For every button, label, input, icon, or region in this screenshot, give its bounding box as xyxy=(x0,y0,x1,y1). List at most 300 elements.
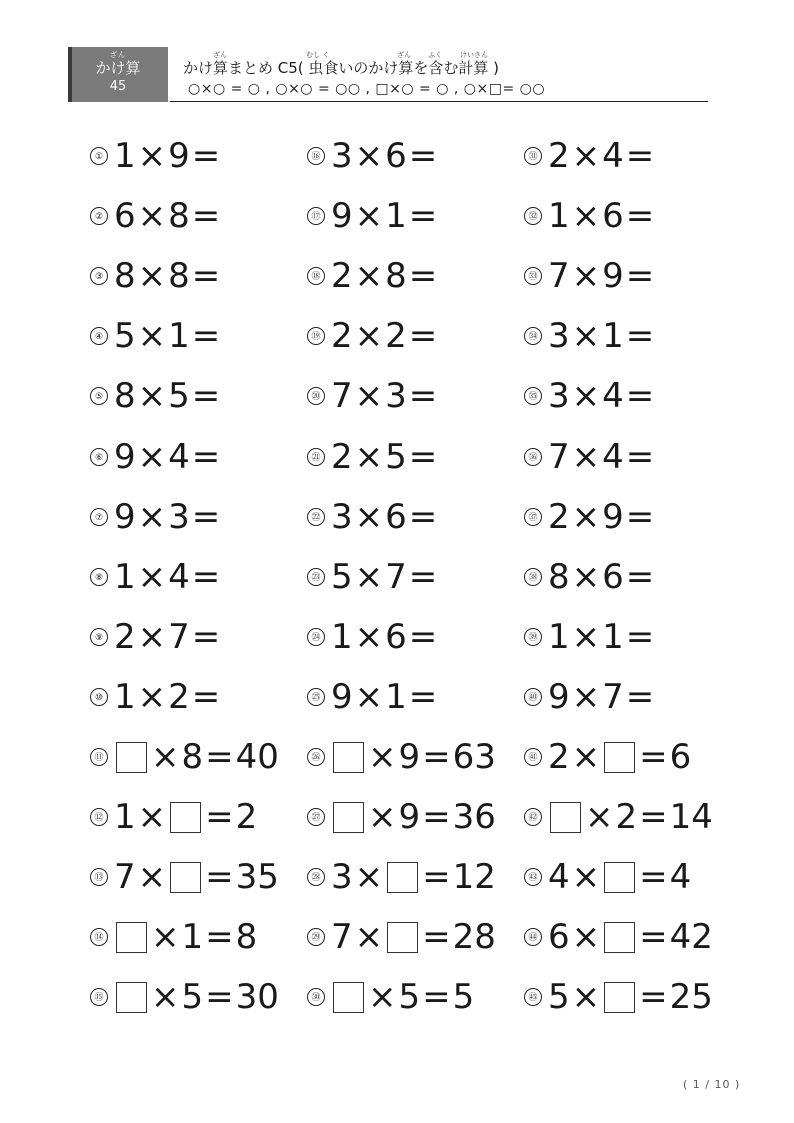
operand-a: 5 xyxy=(548,977,570,1018)
unit-tab-edge xyxy=(68,47,72,102)
equals-sign: = xyxy=(625,256,655,297)
answer-blank-box[interactable] xyxy=(333,742,364,773)
problem-number: ⑨ xyxy=(90,628,108,646)
problem-item xyxy=(90,495,222,539)
problem-number: ㉒ xyxy=(307,508,325,526)
title-ruby: ざん xyxy=(213,51,227,59)
operand-a: 2 xyxy=(331,316,353,357)
problem-item xyxy=(307,194,439,238)
multiply-sign: × xyxy=(137,556,167,597)
equals-sign: = xyxy=(205,797,234,838)
problem-item xyxy=(307,435,439,479)
problem-number: ㉜ xyxy=(524,207,542,225)
operand-a: 8 xyxy=(114,256,136,297)
answer-blank-box[interactable] xyxy=(387,862,418,893)
problem-item xyxy=(307,915,496,959)
multiply-sign: × xyxy=(137,797,167,838)
problem-number: ② xyxy=(90,207,108,225)
multiply-sign: × xyxy=(571,436,601,477)
operand-b: 2 xyxy=(385,316,407,357)
equals-sign: = xyxy=(625,616,655,657)
operand-a: 9 xyxy=(331,676,353,717)
equals-sign: = xyxy=(191,196,221,237)
unit-tab-number: 45 xyxy=(109,79,127,94)
problem-expression xyxy=(548,557,656,597)
multiply-sign: × xyxy=(151,917,180,958)
operand-a: 7 xyxy=(548,256,570,297)
multiply-sign: × xyxy=(137,436,167,477)
multiply-sign: × xyxy=(354,196,384,237)
multiply-sign: × xyxy=(137,857,167,898)
answer-blank-box[interactable] xyxy=(116,982,147,1013)
multiply-sign: × xyxy=(571,136,601,176)
equals-sign: = xyxy=(408,136,438,176)
problem-expression xyxy=(548,797,713,837)
multiply-sign: × xyxy=(354,676,384,717)
result-value: 14 xyxy=(669,797,713,838)
operand-b: 6 xyxy=(602,196,624,237)
problem-expression xyxy=(331,557,439,597)
multiply-sign: × xyxy=(585,797,614,838)
equals-sign: = xyxy=(625,136,655,176)
equals-sign: = xyxy=(408,316,438,357)
problem-number: ① xyxy=(90,147,108,165)
operand-b: 1 xyxy=(385,676,407,717)
equals-sign: = xyxy=(625,376,655,417)
problem-expression xyxy=(548,256,656,296)
problem-number: ④ xyxy=(90,327,108,345)
operand-a: 9 xyxy=(331,196,353,237)
problem-item xyxy=(90,314,222,358)
problem-number: ⑤ xyxy=(90,387,108,405)
problem-expression xyxy=(331,797,496,837)
operand-a: 3 xyxy=(331,136,353,176)
problem-expression xyxy=(331,196,439,236)
problem-number: ㉔ xyxy=(307,628,325,646)
operand-b: 5 xyxy=(398,977,421,1018)
problem-expression xyxy=(331,917,496,957)
problem-item xyxy=(307,795,496,839)
operand-b: 9 xyxy=(602,256,624,297)
title-ruby: むし く xyxy=(306,51,330,59)
equals-sign: = xyxy=(422,737,451,777)
problem-item xyxy=(90,134,222,178)
problem-number: ㊲ xyxy=(524,508,542,526)
multiply-sign: × xyxy=(137,616,167,657)
problem-expression xyxy=(548,316,656,356)
problem-number: ㊵ xyxy=(524,688,542,706)
problem-number: ㊳ xyxy=(524,568,542,586)
operand-a: 8 xyxy=(548,556,570,597)
problem-expression xyxy=(548,737,691,777)
problem-item xyxy=(90,735,279,779)
result-value: 40 xyxy=(235,737,279,777)
problem-number: ⑥ xyxy=(90,448,108,466)
multiply-sign: × xyxy=(354,917,384,958)
result-value: 5 xyxy=(452,977,475,1018)
problem-number: ⑩ xyxy=(90,688,108,706)
problem-expression xyxy=(331,677,439,717)
problem-number: ㉘ xyxy=(307,868,325,886)
multiply-sign: × xyxy=(368,797,397,838)
operand-a: 2 xyxy=(548,737,570,777)
operand-a: 7 xyxy=(331,917,353,958)
problem-expression xyxy=(114,857,279,897)
problem-item xyxy=(90,254,222,298)
multiply-sign: × xyxy=(571,496,601,537)
worksheet-title: かけ算まとめ C5( 虫食いのかけ算を含む計算 ) xyxy=(183,59,500,77)
equals-sign: = xyxy=(191,436,221,477)
multiply-sign: × xyxy=(571,917,601,958)
equals-sign: = xyxy=(639,917,668,958)
equals-sign: = xyxy=(191,496,221,537)
equals-sign: = xyxy=(408,436,438,477)
operand-b: 1 xyxy=(181,917,204,958)
result-value: 35 xyxy=(235,857,279,898)
problem-number: ⑱ xyxy=(307,267,325,285)
operand-b: 3 xyxy=(168,496,190,537)
equals-sign: = xyxy=(422,977,451,1018)
answer-blank-box[interactable] xyxy=(604,922,635,953)
operand-b: 9 xyxy=(398,737,421,777)
answer-blank-box[interactable] xyxy=(604,982,635,1013)
answer-blank-box[interactable] xyxy=(333,802,364,833)
operand-a: 7 xyxy=(548,436,570,477)
operand-b: 5 xyxy=(168,376,190,417)
problem-number: ㉖ xyxy=(307,748,325,766)
problem-number: ㊱ xyxy=(524,448,542,466)
equals-sign: = xyxy=(191,556,221,597)
problem-number: ⑳ xyxy=(307,387,325,405)
problem-number: ⑦ xyxy=(90,508,108,526)
equals-sign: = xyxy=(422,797,451,838)
answer-blank-box[interactable] xyxy=(604,862,635,893)
worksheet-subtitle: ○×○ = ○ , ○×○ = ○○ , □×○ = ○ , ○×□= ○○ xyxy=(188,81,546,97)
multiply-sign: × xyxy=(354,496,384,537)
problem-item xyxy=(90,795,257,839)
problem-number: ㊶ xyxy=(524,748,542,766)
operand-b: 7 xyxy=(602,676,624,717)
problem-item xyxy=(524,374,656,418)
problem-number: ㉙ xyxy=(307,928,325,946)
problem-item xyxy=(524,615,656,659)
operand-a: 9 xyxy=(114,436,136,477)
problem-item xyxy=(524,975,713,1019)
problem-item xyxy=(90,194,222,238)
problem-item xyxy=(90,915,257,959)
multiply-sign: × xyxy=(571,977,601,1018)
operand-a: 6 xyxy=(114,196,136,237)
multiply-sign: × xyxy=(151,977,180,1018)
operand-a: 3 xyxy=(331,857,353,898)
result-value: 12 xyxy=(452,857,496,898)
problem-item xyxy=(524,314,656,358)
problem-number: ⑲ xyxy=(307,327,325,345)
equals-sign: = xyxy=(625,676,655,717)
problem-item xyxy=(90,555,222,599)
multiply-sign: × xyxy=(137,256,167,297)
problem-expression xyxy=(331,857,496,897)
problem-expression xyxy=(114,256,222,296)
equals-sign: = xyxy=(205,977,234,1018)
problem-number: ㉚ xyxy=(307,988,325,1006)
result-value: 8 xyxy=(235,917,258,958)
result-value: 42 xyxy=(669,917,713,958)
operand-b: 1 xyxy=(168,316,190,357)
operand-a: 7 xyxy=(114,857,136,898)
answer-blank-box[interactable] xyxy=(116,742,147,773)
equals-sign: = xyxy=(191,136,221,176)
equals-sign: = xyxy=(191,676,221,717)
problem-number: ⑬ xyxy=(90,868,108,886)
equals-sign: = xyxy=(625,436,655,477)
problem-expression xyxy=(331,316,439,356)
equals-sign: = xyxy=(422,857,451,898)
equals-sign: = xyxy=(625,196,655,237)
equals-sign: = xyxy=(408,256,438,297)
problem-expression xyxy=(548,917,713,957)
multiply-sign: × xyxy=(368,977,397,1018)
multiply-sign: × xyxy=(571,616,601,657)
operand-b: 2 xyxy=(168,676,190,717)
multiply-sign: × xyxy=(151,737,180,777)
problem-number: ㊺ xyxy=(524,988,542,1006)
operand-a: 8 xyxy=(114,376,136,417)
answer-blank-box[interactable] xyxy=(333,982,364,1013)
multiply-sign: × xyxy=(354,376,384,417)
equals-sign: = xyxy=(191,616,221,657)
problem-expression xyxy=(114,677,222,717)
operand-b: 6 xyxy=(385,616,407,657)
operand-b: 6 xyxy=(385,496,407,537)
problem-item xyxy=(90,435,222,479)
problem-item xyxy=(307,134,439,178)
answer-blank-box[interactable] xyxy=(170,802,201,833)
answer-blank-box[interactable] xyxy=(170,862,201,893)
problem-expression xyxy=(331,617,439,657)
page-indicator: ( 1 / 10 ) xyxy=(683,1078,741,1091)
unit-tab-ruby: ざん xyxy=(110,51,126,59)
equals-sign: = xyxy=(639,857,668,898)
problem-item xyxy=(524,795,713,839)
equals-sign: = xyxy=(625,496,655,537)
unit-tab xyxy=(68,47,168,102)
problem-item xyxy=(307,495,439,539)
multiply-sign: × xyxy=(137,136,167,176)
equals-sign: = xyxy=(408,616,438,657)
problem-item xyxy=(307,314,439,358)
result-value: 6 xyxy=(669,737,692,777)
problem-item xyxy=(524,915,713,959)
title-ruby: けいさん xyxy=(460,51,488,59)
answer-blank-box[interactable] xyxy=(550,802,581,833)
result-value: 63 xyxy=(452,737,496,777)
multiply-sign: × xyxy=(354,616,384,657)
problem-number: ㉞ xyxy=(524,327,542,345)
equals-sign: = xyxy=(639,737,668,777)
operand-a: 2 xyxy=(331,436,353,477)
equals-sign: = xyxy=(639,797,668,838)
operand-a: 1 xyxy=(114,676,136,717)
multiply-sign: × xyxy=(354,556,384,597)
problem-expression xyxy=(548,857,691,897)
result-value: 25 xyxy=(669,977,713,1018)
equals-sign: = xyxy=(408,376,438,417)
operand-b: 4 xyxy=(168,556,190,597)
problem-expression xyxy=(331,437,439,477)
problem-item xyxy=(524,435,656,479)
operand-a: 1 xyxy=(114,556,136,597)
equals-sign: = xyxy=(408,676,438,717)
multiply-sign: × xyxy=(137,676,167,717)
operand-b: 4 xyxy=(602,436,624,477)
problem-item xyxy=(90,615,222,659)
operand-b: 8 xyxy=(168,256,190,297)
operand-a: 2 xyxy=(114,616,136,657)
problem-expression xyxy=(114,196,222,236)
problem-item xyxy=(307,735,496,779)
equals-sign: = xyxy=(205,857,234,898)
operand-a: 5 xyxy=(114,316,136,357)
operand-a: 2 xyxy=(548,496,570,537)
multiply-sign: × xyxy=(571,857,601,898)
equals-sign: = xyxy=(191,256,221,297)
multiply-sign: × xyxy=(354,857,384,898)
problem-expression xyxy=(114,797,257,837)
problem-number: ⑰ xyxy=(307,207,325,225)
problem-expression xyxy=(114,376,222,416)
operand-b: 6 xyxy=(602,556,624,597)
problem-item xyxy=(524,735,691,779)
operand-b: 7 xyxy=(385,556,407,597)
operand-a: 9 xyxy=(548,676,570,717)
operand-a: 6 xyxy=(548,917,570,958)
problem-item xyxy=(307,374,439,418)
equals-sign: = xyxy=(408,196,438,237)
problem-number: ③ xyxy=(90,267,108,285)
operand-b: 8 xyxy=(168,196,190,237)
equals-sign: = xyxy=(422,917,451,958)
operand-b: 5 xyxy=(181,977,204,1018)
multiply-sign: × xyxy=(354,136,384,176)
problem-expression xyxy=(331,376,439,416)
problem-expression xyxy=(548,497,656,537)
operand-b: 4 xyxy=(602,136,624,176)
problem-item xyxy=(524,254,656,298)
problem-number: ⑫ xyxy=(90,808,108,826)
problem-item xyxy=(90,975,279,1019)
operand-b: 4 xyxy=(168,436,190,477)
operand-a: 1 xyxy=(548,616,570,657)
equals-sign: = xyxy=(408,556,438,597)
result-value: 30 xyxy=(235,977,279,1018)
operand-b: 5 xyxy=(385,436,407,477)
operand-a: 1 xyxy=(548,196,570,237)
multiply-sign: × xyxy=(354,316,384,357)
equals-sign: = xyxy=(639,977,668,1018)
equals-sign: = xyxy=(625,556,655,597)
operand-b: 1 xyxy=(602,616,624,657)
problem-item xyxy=(524,134,656,178)
problem-number: ⑯ xyxy=(307,147,325,165)
problem-number: ㊴ xyxy=(524,628,542,646)
problem-expression xyxy=(548,617,656,657)
equals-sign: = xyxy=(191,316,221,357)
result-value: 2 xyxy=(235,797,258,838)
problem-expression xyxy=(548,437,656,477)
equals-sign: = xyxy=(625,316,655,357)
problem-item xyxy=(307,254,439,298)
title-ruby: ざん xyxy=(397,51,411,59)
problem-item xyxy=(90,675,222,719)
multiply-sign: × xyxy=(354,436,384,477)
answer-blank-box[interactable] xyxy=(604,742,635,773)
problem-number: ㊹ xyxy=(524,928,542,946)
unit-tab-label: かけ算 xyxy=(95,59,141,77)
problem-number: ㉑ xyxy=(307,448,325,466)
answer-blank-box[interactable] xyxy=(387,922,418,953)
problem-number: ㉛ xyxy=(524,147,542,165)
multiply-sign: × xyxy=(354,256,384,297)
problem-item xyxy=(307,555,439,599)
problem-item xyxy=(524,495,656,539)
problem-item xyxy=(524,675,656,719)
multiply-sign: × xyxy=(137,496,167,537)
operand-a: 1 xyxy=(114,136,136,176)
problem-expression xyxy=(114,437,222,477)
problem-expression xyxy=(331,497,439,537)
problem-expression xyxy=(114,557,222,597)
problem-expression xyxy=(114,917,257,957)
operand-a: 2 xyxy=(548,136,570,176)
problem-expression xyxy=(548,196,656,236)
multiply-sign: × xyxy=(137,316,167,357)
answer-blank-box[interactable] xyxy=(116,922,147,953)
problem-item xyxy=(307,855,496,899)
problem-expression xyxy=(114,136,222,176)
operand-b: 1 xyxy=(602,316,624,357)
operand-b: 8 xyxy=(181,737,204,777)
problem-expression xyxy=(331,256,439,296)
operand-a: 3 xyxy=(548,376,570,417)
title-ruby: ふく xyxy=(428,51,442,59)
operand-b: 1 xyxy=(385,196,407,237)
problem-number: ⑭ xyxy=(90,928,108,946)
problem-expression xyxy=(114,617,222,657)
problem-number: ㉕ xyxy=(307,688,325,706)
problem-item xyxy=(524,855,691,899)
problem-item xyxy=(307,975,474,1019)
problem-number: ㊷ xyxy=(524,808,542,826)
operand-b: 9 xyxy=(398,797,421,838)
operand-a: 9 xyxy=(114,496,136,537)
problem-item xyxy=(524,555,656,599)
problem-item xyxy=(90,374,222,418)
problem-expression xyxy=(114,977,279,1017)
problem-number: ⑮ xyxy=(90,988,108,1006)
operand-a: 2 xyxy=(331,256,353,297)
problem-expression xyxy=(548,376,656,416)
multiply-sign: × xyxy=(571,196,601,237)
problem-expression xyxy=(331,977,474,1017)
problem-expression xyxy=(114,316,222,356)
header-rule xyxy=(170,101,708,102)
problem-item xyxy=(307,675,439,719)
problem-number: ⑧ xyxy=(90,568,108,586)
problem-item xyxy=(90,855,279,899)
result-value: 36 xyxy=(452,797,496,838)
operand-a: 1 xyxy=(331,616,353,657)
